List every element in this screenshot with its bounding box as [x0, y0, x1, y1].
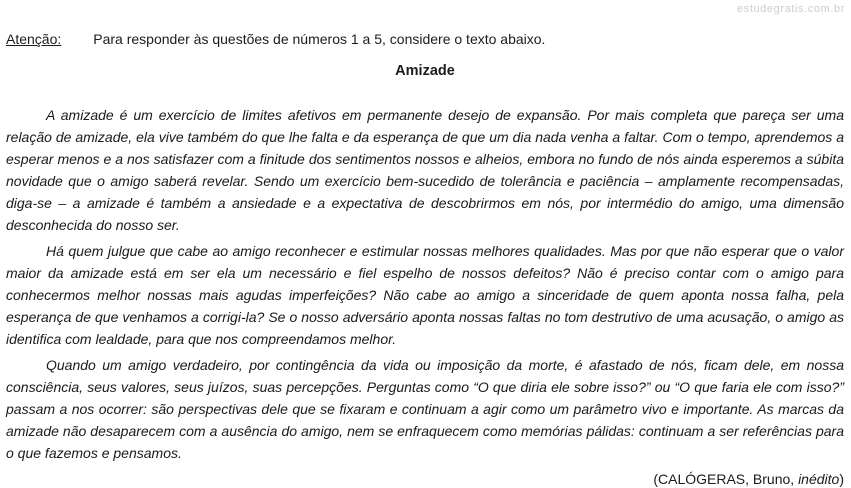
- article-title: Amizade: [395, 63, 455, 79]
- site-watermark: estudegratis.com.br: [737, 3, 845, 15]
- paragraph-3: Quando um amigo verdadeiro, por contingência da vida ou imposição da morte, é afastado de nós, ficam dele, em nossa consciência, seus valores, seus juízos, suas percepções. Perguntas como “O que diria ele sobre isso?” ou “O que faria ele com isso?” passam a nos ocorrer: são perspectivas dele que se fixaram e continuam a agir como um parâmetro vivo e importante. As marcas da amizade não desaparecem com a ausência do amigo, nem se enfraquecem como memórias pálidas: continuam a ser referências para o que fazemos e pensamos.: [6, 357, 844, 461]
- attention-label: Atenção:: [6, 31, 62, 47]
- attribution-work: inédito: [798, 471, 840, 487]
- paragraph-2: Há quem julgue que cabe ao amigo reconhecer e estimular nossas melhores qualidades. Mas por que não esperar que o valor maior da amizade está em ser ela um necessário e fiel espelho de nossos defeitos? Não é preciso contar com o amigo para conhecermos melhor nossas mais agudas imperfeições? Não cabe ao amigo a sinceridade de quem aponta nossa falha, pela esperança de que venhamos a corrigi-la? Se o nosso adversário aponta nossas faltas no tom destrutivo de uma acusação, o amigo as identifica com lealdade, para que nos compreendamos melhor.: [6, 243, 844, 347]
- instruction-text: Para responder às questões de números 1 a 5, considere o texto abaixo.: [93, 31, 546, 47]
- attribution-close-paren: ): [839, 471, 844, 487]
- paragraph-1: A amizade é um exercício de limites afetivos em permanente desejo de expansão. Por mais completa que pareça ser uma relação de amizade, ela vive também do que lhe falta e da esperança de que um dia nada venha a faltar. Com o tempo, aprendemos a esperar menos e a nos satisfazer com a finitude dos sentimentos nossos e alheios, embora no fundo de nós ainda esperemos a súbita novidade que o amigo saberá revelar. Sendo um exercício bem-sucedido de tolerância e paciência – amplamente recompensadas, diga-se – a amizade é também a ansiedade e a expectativa de descobrirmos em nós, por intermédio do amigo, uma dimensão desconhecida do nosso ser.: [6, 107, 844, 233]
- instruction-line: [6, 30, 844, 48]
- attribution-author: (CALÓGERAS, Bruno,: [653, 471, 799, 487]
- article: [6, 62, 844, 488]
- attribution: [6, 468, 844, 488]
